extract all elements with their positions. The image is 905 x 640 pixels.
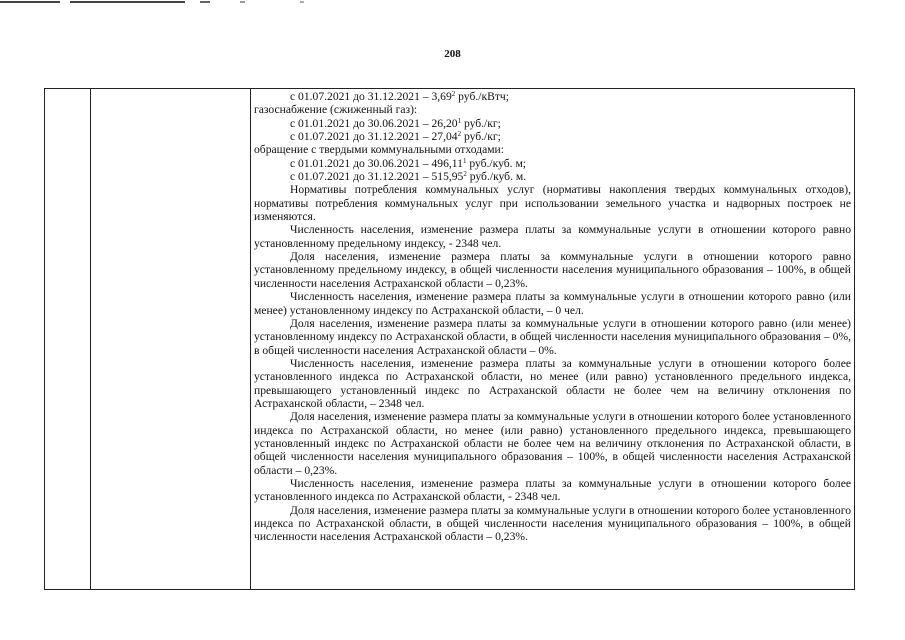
scan-artifact-line — [0, 1, 360, 3]
table-column-divider — [90, 89, 91, 589]
tariff-line-electricity-h2: с 01.07.2021 до 31.12.2021 – 3,69$^2$ руб./кВтч; — [290, 90, 509, 103]
gas-heading: газоснабжение (сжиженный газ): — [254, 103, 418, 117]
paragraph-population-equal-limit: Численность населения, изменение размера платы за коммунальные услуги в отношении которого равно установленному предельному индексу, - 2348 чел. — [254, 223, 851, 250]
paragraph-population-equal-regional: Численность населения, изменение размера платы за коммунальные услуги в отношении которого равно (или менее) установленному индексу по Астраханской области, – 0 чел. — [254, 290, 851, 317]
paragraph-population-above-regional: Численность населения, изменение размера платы за коммунальные услуги в отношении которого более установленного индекса по Астраханской области, но менее (или равно) установленного предельного индекса, превышающего установленный индекс по Астраханской области не более чем на величину отклонения по Астраханской области, – 2348 чел. — [254, 356, 851, 410]
tariff-line-waste-h2: с 01.07.2021 до 31.12.2021 – 515,95$^2$ руб./куб. м. — [290, 170, 527, 184]
paragraph-share-equal-limit: Доля населения, изменение размера платы за коммунальные услуги в отношении которого равно установленному предельному индексу, в общей численности населения муниципального образования – 100%, в общей численности населения Астраханской области – 0,23%. — [254, 250, 851, 290]
paragraph-norms: Нормативы потребления коммунальных услуг (нормативы накопления твердых коммунальных отходов), нормативы потребления коммунальных услуг при использовании земельного участка и надворных построек не изменяются. — [254, 183, 851, 224]
table-cell-content — [254, 90, 851, 544]
waste-heading: обращение с твердыми коммунальными отходами: — [254, 143, 504, 157]
paragraph-share-equal-regional: Доля населения, изменение размера платы за коммунальные услуги в отношении которого равно (или менее) установленному индексу по Астраханской области, в общей численности населения муниципального образования – 0%, в общей численности населения Астраханской области – 0%. — [254, 316, 851, 357]
tariff-line-gas-h2: с 01.07.2021 до 31.12.2021 – 27,04$^2$ руб./кг; — [290, 130, 501, 144]
page-number: 208 — [444, 48, 461, 60]
tariff-line-gas-h1: с 01.01.2021 до 30.06.2021 – 26,20$^1$ руб./кг; — [290, 116, 501, 130]
table-column-divider — [250, 89, 251, 589]
tariff-line-waste-h1: с 01.01.2021 до 30.06.2021 – 496,11$^1$ руб./куб. м; — [290, 156, 527, 170]
paragraph-share-above-regional: Доля населения, изменение размера платы за коммунальные услуги в отношении которого более установленного индекса по Астраханской области, но менее (или равно) установленного предельного индекса, превышающего установленный индекс по Астраханской области не более чем на величину отклонения по Астраханской области, в общей численности населения муниципального образования – 100%, в общей численности населения Астраханской области – 0,23%. — [254, 410, 851, 477]
paragraph-population-above-index: Численность населения, изменение размера платы за коммунальные услуги в отношении которого более установленного индекса по Астраханской области, - 2348 чел. — [254, 476, 851, 504]
paragraph-share-above-index: Доля населения, изменение размера платы за коммунальные услуги в отношении которого более установленного индекса по Астраханской области, в общей численности населения муниципального образования – 100%, в общей численности населения Астраханской области – 0,23%. — [254, 503, 851, 544]
document-table — [44, 88, 855, 590]
